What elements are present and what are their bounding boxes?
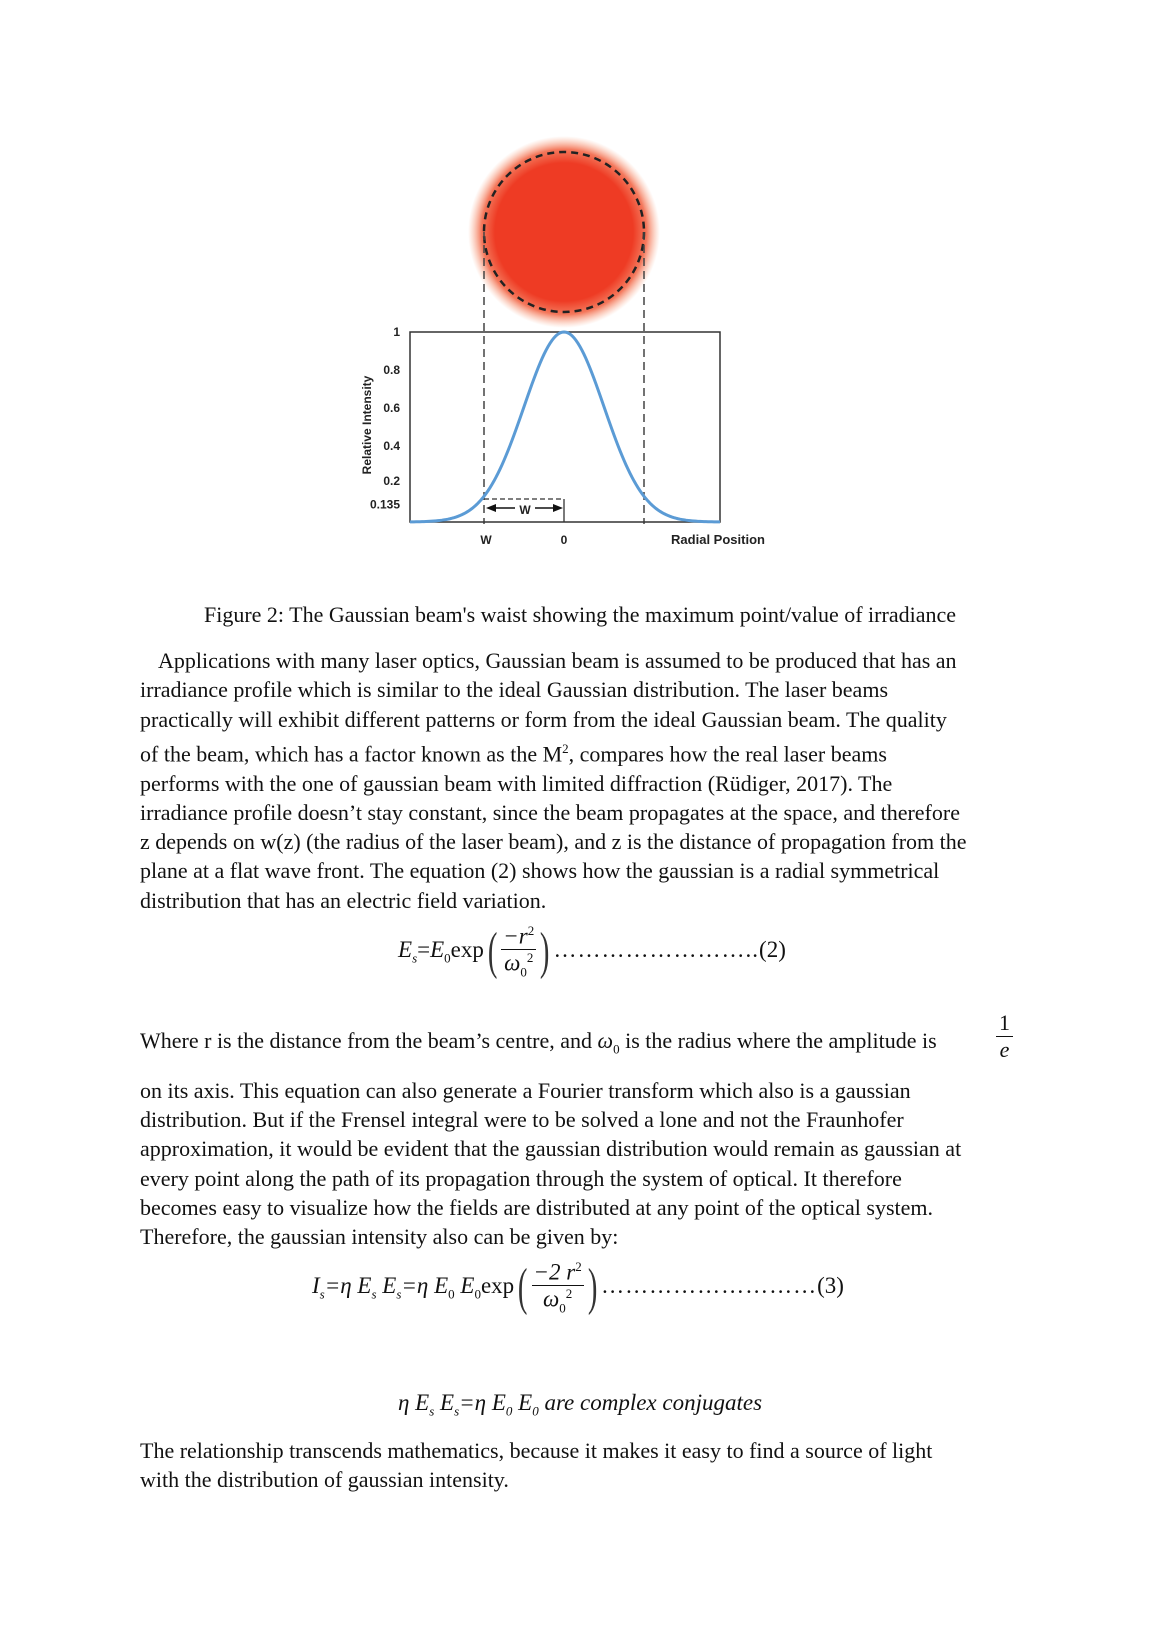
text-line-omega: Where r is the distance from the beam’s centre, and $\omega_0$ is the radius where the amplitude is — [140, 1028, 937, 1057]
gaussian-beam-figure — [350, 150, 810, 580]
width-arrowhead-right — [553, 504, 563, 512]
gaussian-curve — [410, 332, 720, 522]
equation-2: $E_s=E_0\exp$( $\frac{-r^2}{\omega_0^2}$ ) ……………………..(2) — [398, 922, 786, 980]
gaussian-chart — [350, 150, 810, 580]
y-tick-label: 0.4 — [383, 439, 400, 453]
text-line: performs with the one of gaussian beam with limited diffraction (Rüdiger, 2017). The — [140, 770, 893, 796]
text-line: plane at a flat wave front. The equation (2) shows how the gaussian is a radial symmetrical — [140, 858, 940, 884]
text-line: becomes easy to visualize how the fields are distributed at any point of the optical system. — [140, 1194, 934, 1220]
text-line: Therefore, the gaussian intensity also can be given by: — [140, 1224, 619, 1250]
text-line: practically will exhibit different patterns or form from the ideal Gaussian beam. The quality — [140, 706, 947, 732]
text-line-m2: of the beam, which has a factor known as the $M^2$, compares how the real laser beams — [140, 740, 887, 767]
paragraph-where — [140, 1026, 1020, 1251]
text-line: with the distribution of gaussian intensity. — [140, 1467, 509, 1493]
equation-3: $I_s=\eta$ $E_s$ $E_s=\eta$ $E_0$ $E_0\exp$( $\frac{-2 r^2}{\omega_0^2}$ ) ………………………(3) — [312, 1258, 844, 1316]
one-over-e-fraction: 1 e — [996, 1010, 1013, 1063]
plot-frame — [410, 332, 720, 522]
text-line: on its axis. This equation can also generate a Fourier transform which also is a gaussian — [140, 1077, 911, 1103]
text-line: irradiance profile doesn’t stay constant, since the beam propagates at the space, and therefore — [140, 799, 960, 825]
text-line: distribution. But if the Frensel integral were to be solved a lone and not the Fraunhofer — [140, 1106, 904, 1132]
width-arrowhead-left — [486, 504, 496, 512]
eq3-fraction: $\frac{-2 r^2}{\omega_0^2}$ — [533, 1258, 582, 1316]
eq2-fraction: $\frac{-r^2}{\omega_0^2}$ — [503, 922, 535, 980]
text-line: Applications with many laser optics, Gaussian beam is assumed to be produced that has an — [158, 648, 957, 673]
complex-conjugates-statement: η $E_s$ $E_s=\eta$ $E_0$ $E_0$ are complex conjugates — [398, 1390, 763, 1419]
text-line: distribution that has an electric field variation. — [140, 887, 547, 913]
eq3-label: (3) — [817, 1272, 844, 1298]
x-tick-zero: 0 — [560, 533, 568, 547]
y-tick-label: 0.2 — [383, 474, 400, 488]
y-tick-label: 0.8 — [383, 363, 400, 377]
y-axis-label: Relative Intensity — [360, 375, 374, 475]
eq2-label: (2) — [759, 936, 786, 962]
beam-spot — [468, 136, 660, 328]
width-marker-label: W — [519, 503, 531, 517]
paragraph-intro — [140, 646, 1020, 915]
text-line: approximation, it would be evident that the gaussian distribution would remain as gaussian at — [140, 1136, 962, 1162]
text-line: every point along the path of its propagation through the system of optical. It therefore — [140, 1165, 902, 1191]
text-line: irradiance profile which is similar to the ideal Gaussian distribution. The laser beams — [140, 677, 888, 703]
text-line: The relationship transcends mathematics, because it makes it easy to find a source of light — [140, 1438, 933, 1463]
figure-caption: Figure 2: The Gaussian beam's waist showing the maximum point/value of irradiance — [203, 602, 956, 627]
x-tick-w: W — [480, 533, 492, 547]
y-tick-label: 1 — [393, 325, 400, 339]
text-line: z depends on w(z) (the radius of the laser beam), and z is the distance of propagation from the — [140, 829, 967, 855]
paragraph-relationship — [140, 1436, 1020, 1495]
y-tick-label: 0.6 — [383, 401, 400, 415]
x-axis-label: Radial Position — [671, 532, 765, 547]
y-tick-label: 0.135 — [369, 497, 400, 512]
